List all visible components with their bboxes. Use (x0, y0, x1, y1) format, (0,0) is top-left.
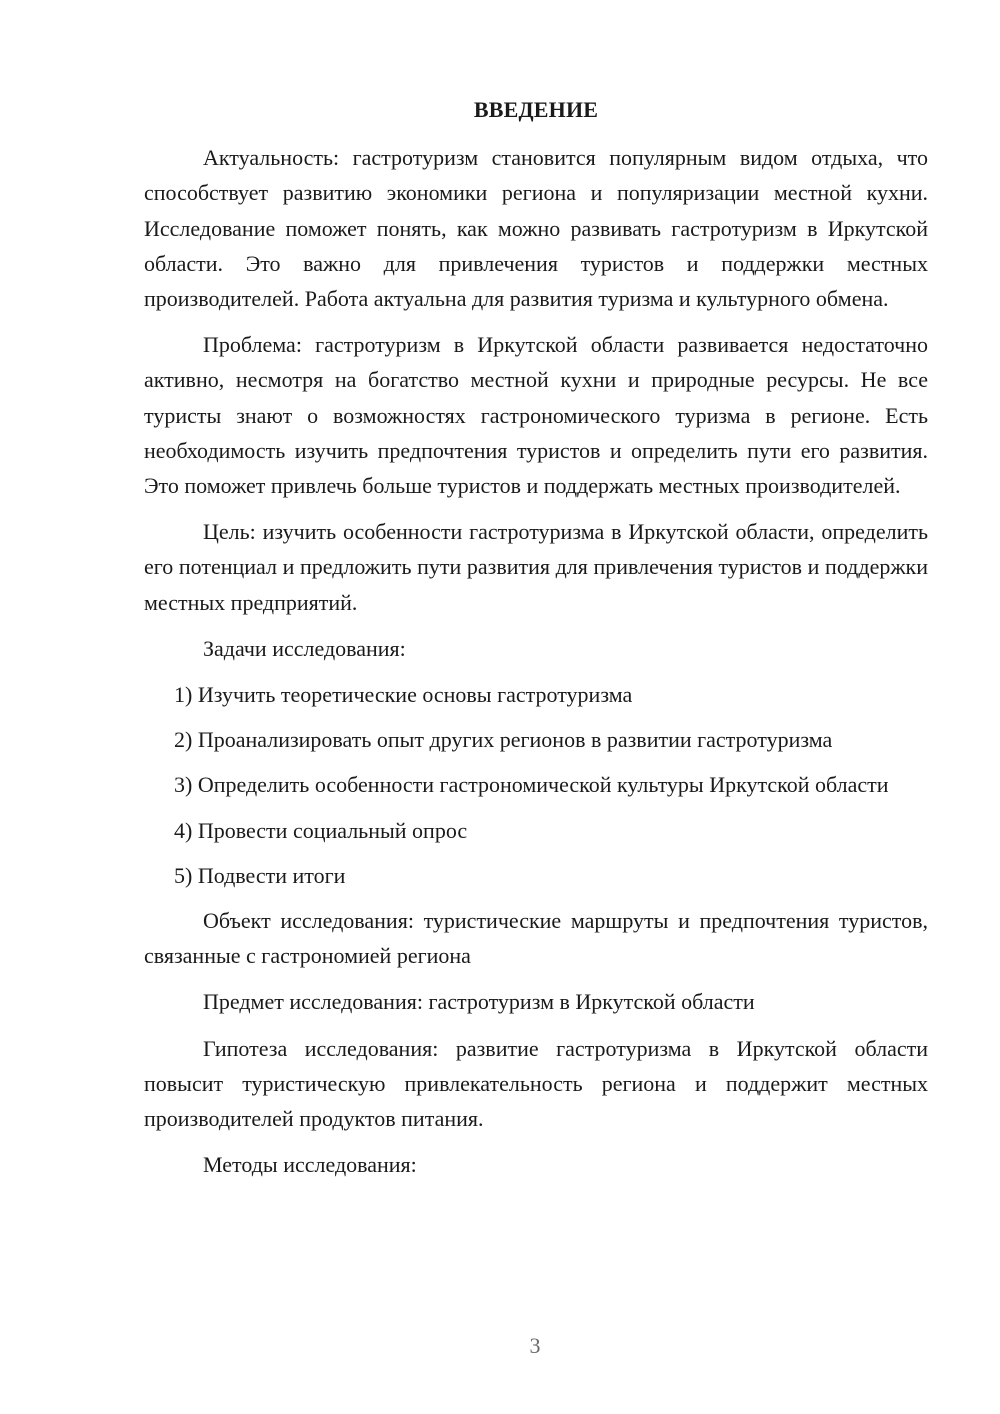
document-title: ВВЕДЕНИЕ (473, 97, 599, 122)
paragraph-goal: Цель: изучить особенности гастротуризма в Иркутской области, определить его потенциал и предложить пути развития для привлечения туристов и поддержки местных предприятий. (144, 519, 928, 615)
paragraph-methods: Методы исследования: (203, 1152, 417, 1178)
paragraph-subject: Предмет исследования: гастротуризм в Иркутской области (203, 989, 755, 1015)
paragraph-object: Объект исследования: туристические маршруты и предпочтения туристов, связанные с гастрономией региона (144, 908, 928, 969)
page-number: 3 (529, 1333, 541, 1358)
paragraph-tasks-heading: Задачи исследования: (203, 635, 406, 661)
task-item-3: 3) Определить особенности гастрономической культуры Иркутской области (174, 772, 889, 798)
task-item-4: 4) Провести социальный опрос (174, 817, 468, 843)
task-item-2: 2) Проанализировать опыт других регионов в развитии гастротуризма (174, 727, 833, 753)
document-page (144, 92, 928, 1193)
task-item-5: 5) Подвести итоги (174, 862, 346, 888)
task-item-1: 1) Изучить теоретические основы гастротуризма (174, 682, 633, 708)
paragraph-problem: Проблема: гастротуризм в Иркутской области развивается недостаточно активно, несмотря на богатство местной кухни и природные ресурсы. Не все туристы знают о возможностях гастрономического туризма в регионе. Есть необходимость изучить предпочтения туристов и определить пути его развития. Это поможет привлечь больше туристов и поддержать местных производителей. (144, 332, 928, 499)
paragraph-relevance: Актуальность: гастротуризм становится популярным видом отдыха, что способствует развитию экономики региона и популяризации местной кухни. Исследование поможет понять, как можно развивать гастротуризм в Иркутской области. Это важно для привлечения туристов и поддержки местных производителей. Работа актуальна для развития туризма и культурного обмена. (144, 145, 928, 312)
paragraph-hypothesis: Гипотеза исследования: развитие гастротуризма в Иркутской области повысит туристическую привлекательность региона и поддержит местных производителей продуктов питания. (144, 1035, 928, 1132)
